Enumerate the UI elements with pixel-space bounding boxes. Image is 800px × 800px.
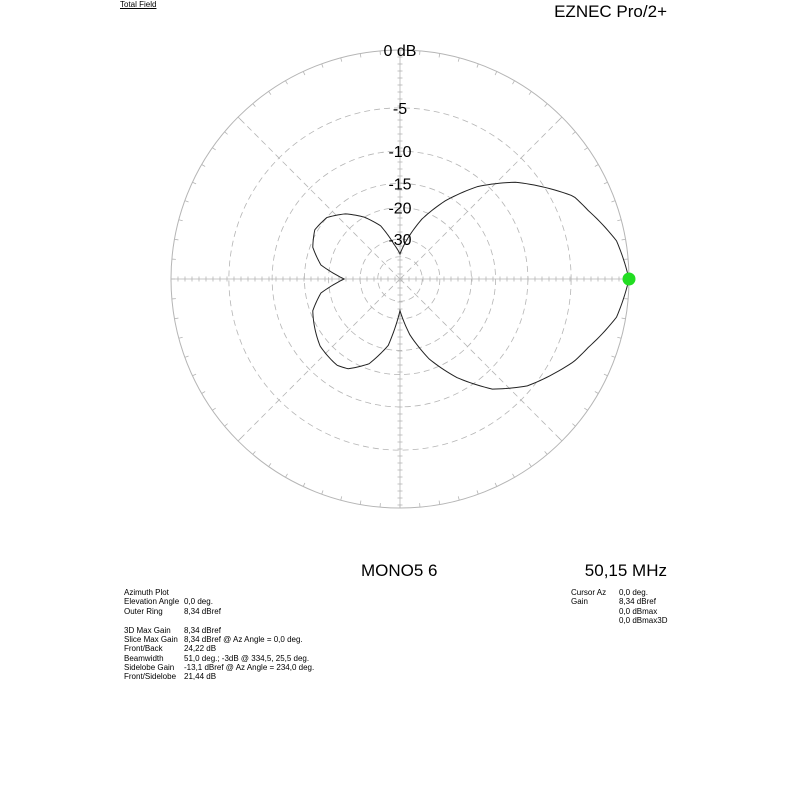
info-row bbox=[124, 635, 314, 644]
ring-tick bbox=[269, 463, 271, 466]
ring-tick bbox=[545, 451, 548, 454]
ring-tick bbox=[458, 58, 459, 62]
info-row bbox=[124, 644, 314, 653]
info-row bbox=[124, 663, 314, 672]
ring-tick bbox=[192, 182, 196, 184]
ring-tick bbox=[559, 438, 562, 441]
ring-tick bbox=[572, 424, 575, 427]
program-title: EZNEC Pro/2+ bbox=[554, 2, 667, 21]
pattern-trace bbox=[313, 182, 629, 389]
ring-tick bbox=[595, 165, 598, 167]
ring-tick bbox=[269, 91, 271, 94]
info-label: Beamwidth bbox=[124, 653, 164, 663]
ring-tick bbox=[513, 81, 515, 84]
ring-tick bbox=[202, 392, 205, 394]
info-label: Outer Ring bbox=[124, 606, 163, 616]
ring-label: 0 dB bbox=[383, 43, 417, 60]
ring-tick bbox=[286, 81, 288, 84]
ring-label: -30 bbox=[388, 232, 412, 250]
ring-tick bbox=[439, 53, 440, 57]
ring-tick bbox=[185, 356, 189, 357]
frequency-readout: 50,15 MHz bbox=[584, 561, 667, 580]
ring-label: -15 bbox=[388, 176, 412, 194]
ring-tick bbox=[604, 182, 608, 184]
info-row bbox=[124, 654, 314, 663]
ring-tick bbox=[192, 374, 196, 376]
info-value: 8,34 dBref @ Az Angle = 0,0 deg. bbox=[184, 635, 303, 645]
ring-tick bbox=[360, 53, 361, 57]
ring-tick bbox=[322, 490, 323, 494]
grid-spoke bbox=[400, 117, 562, 279]
ring-tick bbox=[572, 132, 575, 135]
ring-tick bbox=[604, 374, 608, 376]
grid-spoke bbox=[238, 279, 400, 441]
ring-tick bbox=[545, 104, 548, 107]
ring-tick bbox=[529, 463, 531, 466]
ring-tick bbox=[202, 165, 205, 167]
info-label: Sidelobe Gain bbox=[124, 663, 175, 673]
ring-tick bbox=[622, 239, 626, 240]
grid-spoke bbox=[238, 117, 400, 279]
plot-info-panel bbox=[124, 588, 314, 682]
info-row bbox=[571, 597, 667, 606]
ring-tick bbox=[595, 392, 598, 394]
info-label: Slice Max Gain bbox=[124, 635, 178, 645]
info-label: 3D Max Gain bbox=[124, 625, 171, 635]
info-row bbox=[124, 597, 314, 606]
ring-tick bbox=[212, 148, 215, 150]
info-label bbox=[571, 616, 619, 625]
antenna-name: MONO5 6 bbox=[361, 561, 438, 580]
ring-tick bbox=[303, 483, 305, 487]
info-value: 8,34 dBref bbox=[619, 597, 656, 607]
info-value: 51,0 deg.; -3dB @ 334,5, 25,5 deg. bbox=[184, 653, 310, 663]
ring-tick bbox=[617, 337, 621, 338]
info-value: 24,22 dB bbox=[184, 644, 217, 654]
ring-tick bbox=[617, 220, 621, 221]
ring-tick bbox=[495, 483, 497, 487]
info-label: Front/Sidelobe bbox=[124, 672, 177, 682]
ring-tick bbox=[495, 71, 497, 75]
ring-tick bbox=[303, 71, 305, 75]
info-value: 0,0 dBmax3D bbox=[619, 615, 668, 625]
info-label: Cursor Az bbox=[571, 588, 607, 597]
info-value: 0,0 deg. bbox=[184, 597, 213, 607]
ring-tick bbox=[360, 501, 361, 505]
ring-tick bbox=[341, 496, 342, 500]
ring-tick bbox=[584, 148, 587, 150]
info-row bbox=[124, 607, 314, 616]
info-label: Front/Back bbox=[124, 644, 163, 654]
info-row bbox=[124, 588, 314, 597]
ring-label: -20 bbox=[388, 200, 412, 218]
ring-tick bbox=[611, 201, 615, 202]
plot-type-label: Total Field bbox=[120, 0, 157, 9]
ring-tick bbox=[611, 356, 615, 357]
ring-tick bbox=[225, 132, 228, 135]
ring-tick bbox=[622, 318, 626, 319]
info-row bbox=[571, 607, 667, 616]
info-label: Azimuth Plot bbox=[124, 588, 169, 597]
ring-tick bbox=[238, 117, 241, 120]
radiation-pattern bbox=[313, 182, 629, 389]
cursor-marker bbox=[623, 273, 636, 286]
ring-label: -5 bbox=[392, 100, 408, 118]
cursor-info-panel bbox=[571, 588, 667, 625]
ring-tick bbox=[185, 201, 189, 202]
ring-tick bbox=[253, 451, 256, 454]
ring-tick bbox=[179, 337, 183, 338]
ring-tick bbox=[174, 318, 178, 319]
grid-spoke bbox=[400, 279, 562, 441]
info-row bbox=[571, 616, 667, 625]
ring-tick bbox=[458, 496, 459, 500]
ring-tick bbox=[179, 220, 183, 221]
polar-grid bbox=[171, 50, 629, 508]
ring-tick bbox=[477, 490, 478, 494]
panel-spacer bbox=[124, 616, 314, 626]
ring-tick bbox=[439, 501, 440, 505]
ring-tick bbox=[529, 91, 531, 94]
ring-tick bbox=[322, 64, 323, 68]
info-value: 0,0 dBmax bbox=[619, 606, 658, 616]
ring-tick bbox=[513, 474, 515, 477]
info-value: 8,34 dBref bbox=[184, 625, 221, 635]
ring-tick bbox=[286, 474, 288, 477]
ring-tick bbox=[238, 438, 241, 441]
cursor-layer bbox=[623, 273, 636, 286]
ring-tick bbox=[225, 424, 228, 427]
info-row bbox=[124, 672, 314, 681]
info-value: 21,44 dB bbox=[184, 672, 217, 682]
ring-tick bbox=[477, 64, 478, 68]
info-row bbox=[124, 626, 314, 635]
ring-tick bbox=[212, 408, 215, 410]
info-label: Gain bbox=[571, 597, 588, 607]
ring-tick bbox=[584, 408, 587, 410]
ring-tick bbox=[559, 117, 562, 120]
info-row bbox=[571, 588, 667, 597]
ring-tick bbox=[174, 239, 178, 240]
info-label bbox=[571, 607, 619, 616]
ring-tick bbox=[253, 104, 256, 107]
info-value: 0,0 deg. bbox=[619, 588, 648, 597]
info-value: 8,34 dBref bbox=[184, 606, 221, 616]
info-value: -13,1 dBref @ Az Angle = 234,0 deg. bbox=[184, 663, 315, 673]
ring-label: -10 bbox=[388, 144, 412, 162]
ring-tick bbox=[341, 58, 342, 62]
info-label: Elevation Angle bbox=[124, 597, 180, 607]
